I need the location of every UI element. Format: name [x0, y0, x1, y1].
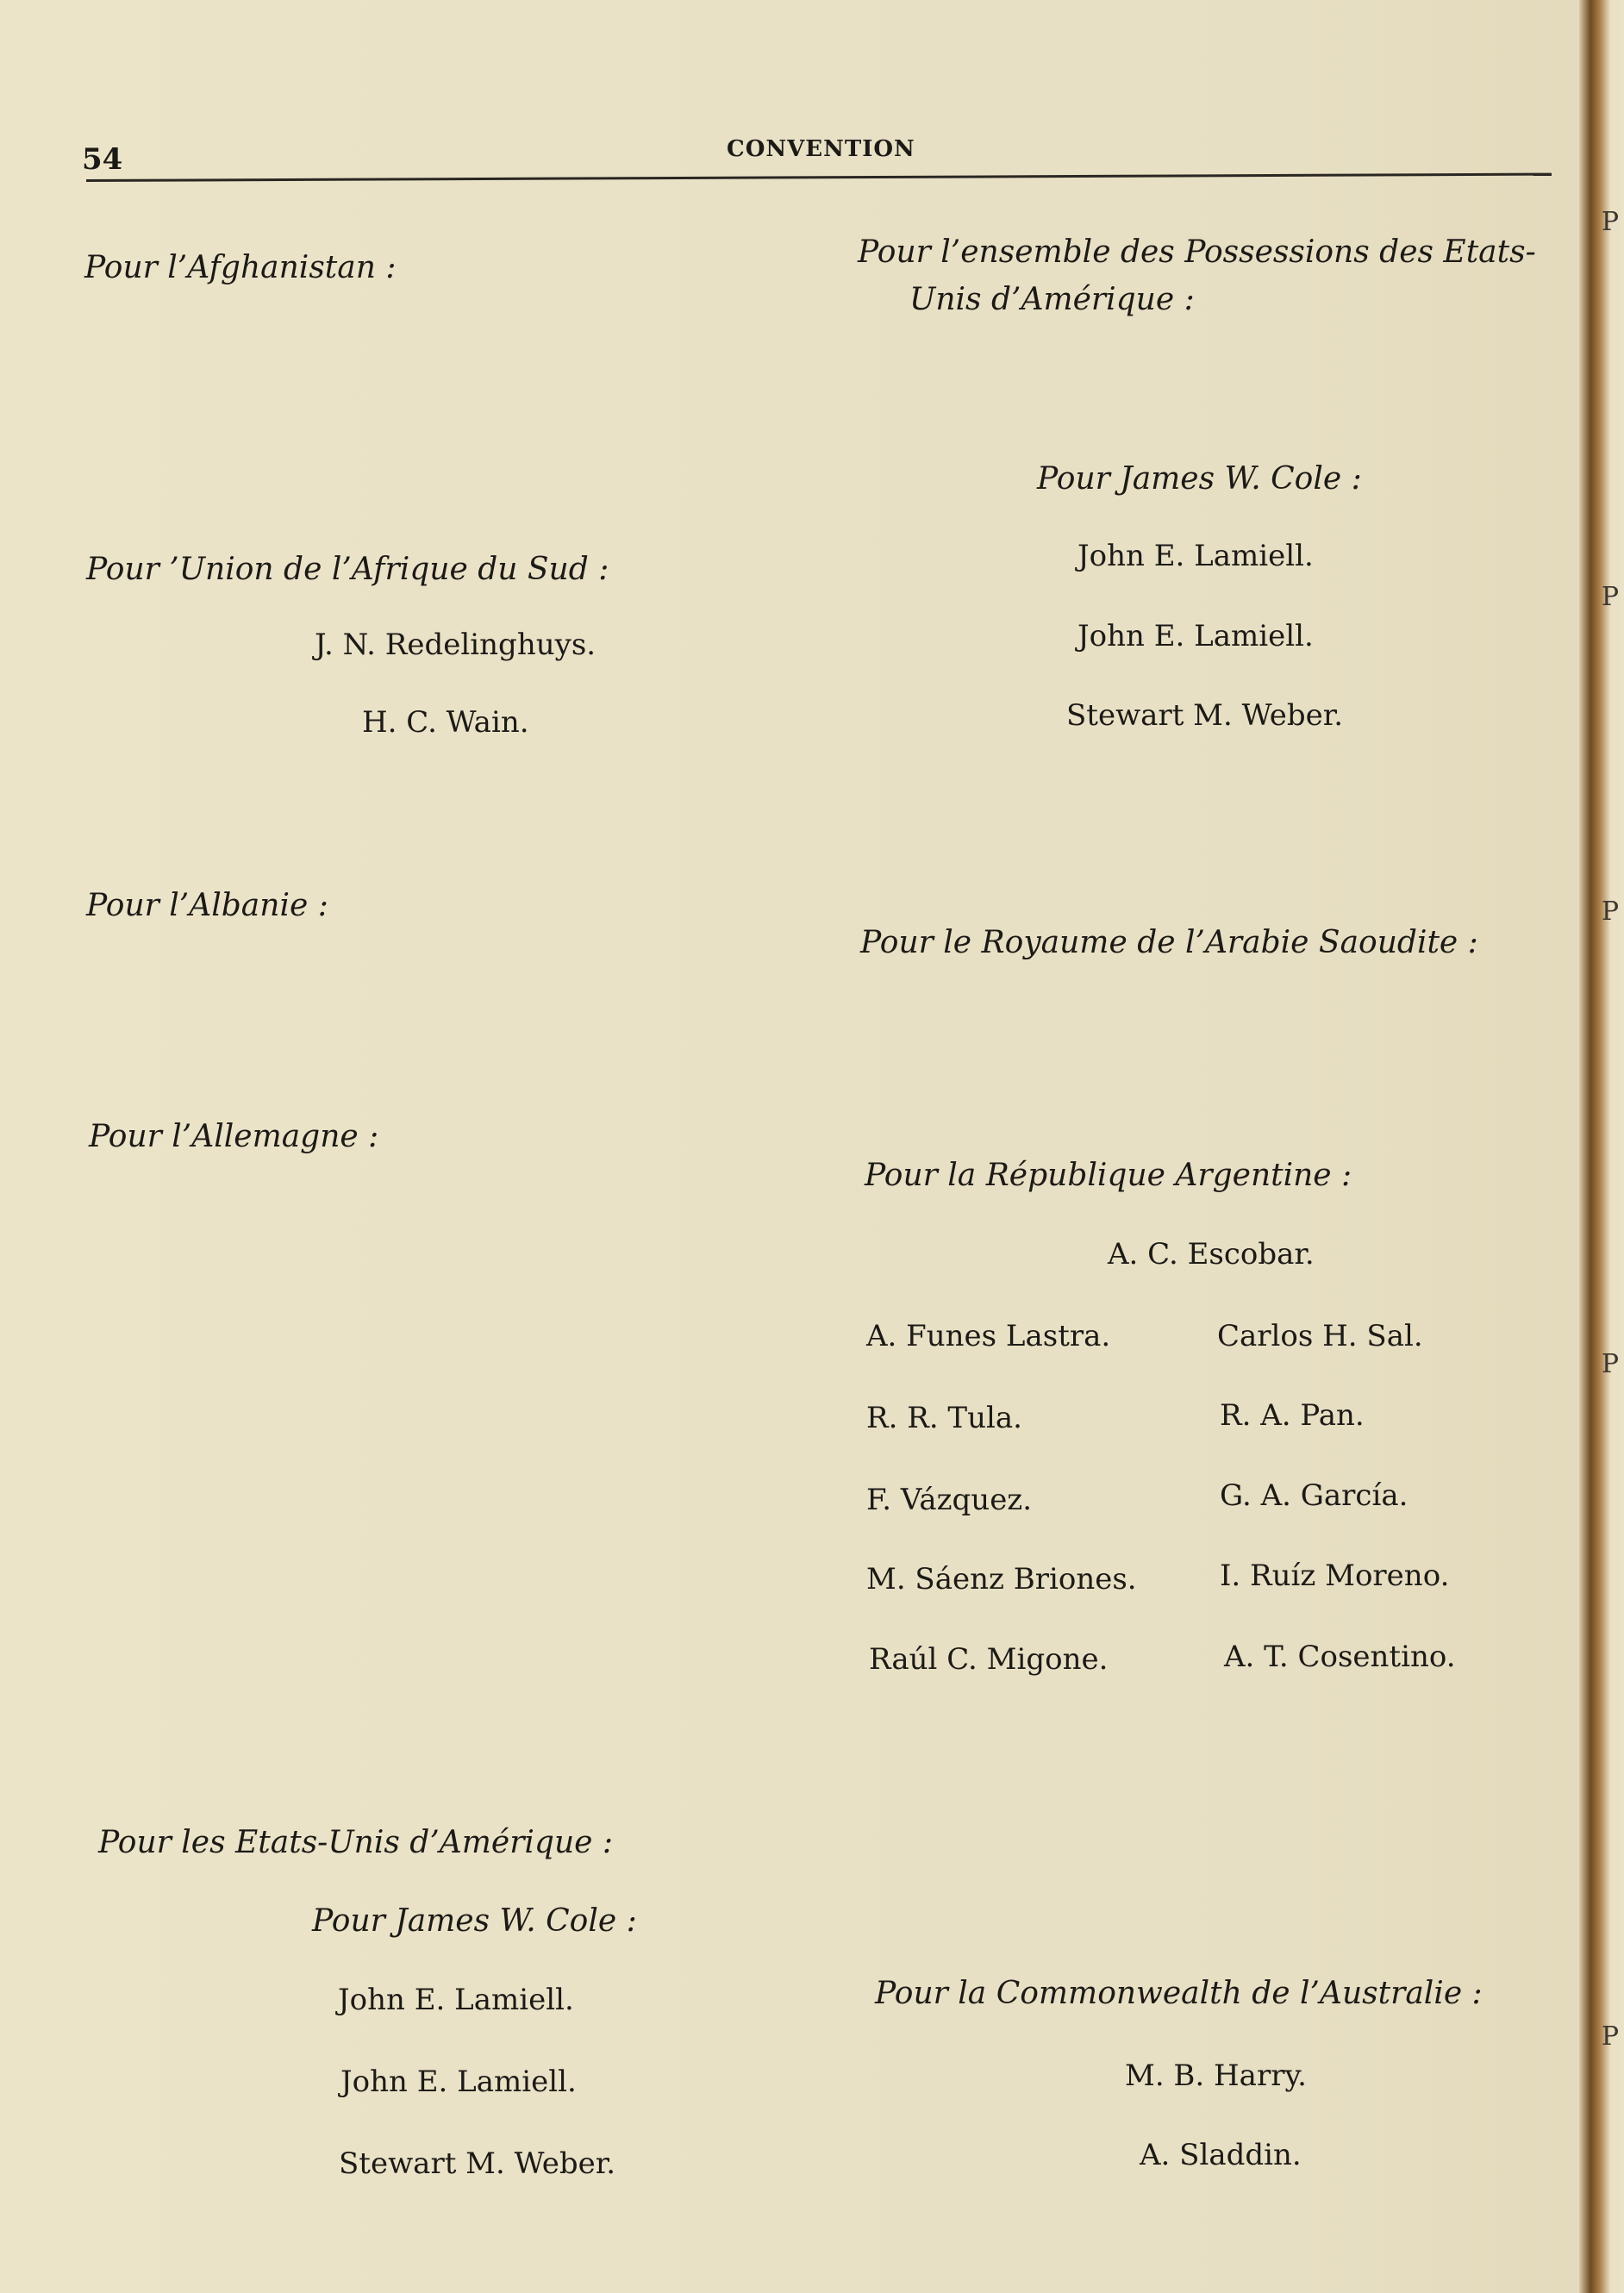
- signatory-name: F. Vázquez.: [866, 1483, 1033, 1517]
- heading-etats-unis: Pour les Etats-Unis d’Amérique :: [98, 1825, 614, 1860]
- signatory-name: A. Funes Lastra.: [866, 1319, 1111, 1353]
- heading-albanie: Pour l’Albanie :: [86, 888, 328, 923]
- heading-argentine: Pour la République Argentine :: [865, 1158, 1352, 1193]
- running-title: CONVENTION: [727, 136, 915, 162]
- signatory-name: A. Sladdin.: [1140, 2138, 1302, 2172]
- signatory-name: Carlos H. Sal.: [1217, 1319, 1423, 1353]
- signatory-name: Stewart M. Weber.: [1066, 698, 1344, 733]
- heading-union-afrique-sud: Pour ’Union de l’Afrique du Sud :: [86, 552, 609, 587]
- page-number: 54: [82, 142, 123, 177]
- signatory-name: Stewart M. Weber.: [339, 2146, 616, 2181]
- heading-possessions-line2: Unis d’Amérique :: [909, 282, 1195, 317]
- heading-possessions-line1: Pour l’ensemble des Possessions des Etats-: [858, 234, 1536, 270]
- margin-tab: P: [1601, 1349, 1619, 1379]
- heading-australie: Pour la Commonwealth de l’Australie :: [875, 1976, 1483, 2011]
- margin-tab: P: [1601, 207, 1619, 237]
- book-gutter: [1579, 0, 1624, 2293]
- signatory-name: John E. Lamiell.: [340, 2065, 577, 2099]
- signatory-name: John E. Lamiell.: [1077, 619, 1314, 653]
- signatory-name: John E. Lamiell.: [1077, 539, 1314, 573]
- signatory-name: H. C. Wain.: [362, 705, 529, 740]
- heading-afghanistan: Pour l’Afghanistan :: [84, 250, 397, 285]
- signatory-name: J. N. Redelinghuys.: [315, 628, 597, 662]
- signatory-name: G. A. García.: [1220, 1478, 1409, 1513]
- margin-tab: P: [1601, 2021, 1619, 2052]
- signatory-name: R. R. Tula.: [866, 1401, 1022, 1435]
- signatory-name: A. C. Escobar.: [1108, 1237, 1315, 1271]
- signatory-name: John E. Lamiell.: [338, 1983, 574, 2017]
- signatory-name: I. Ruíz Moreno.: [1220, 1559, 1450, 1593]
- heading-pour-cole: Pour James W. Cole :: [1037, 461, 1362, 497]
- heading-arabie-saoudite: Pour le Royaume de l’Arabie Saoudite :: [860, 925, 1478, 960]
- signatory-name: M. B. Harry.: [1125, 2059, 1307, 2093]
- signatory-name: A. T. Cosentino.: [1224, 1640, 1456, 1674]
- heading-allemagne: Pour l’Allemagne :: [89, 1119, 379, 1154]
- margin-tab: P: [1601, 582, 1619, 612]
- signatory-name: Raúl C. Migone.: [869, 1642, 1109, 1677]
- signatory-name: R. A. Pan.: [1220, 1398, 1365, 1433]
- signatory-name: M. Sáenz Briones.: [866, 1562, 1137, 1596]
- margin-tab: P: [1601, 897, 1619, 927]
- heading-pour-cole: Pour James W. Cole :: [312, 1903, 637, 1939]
